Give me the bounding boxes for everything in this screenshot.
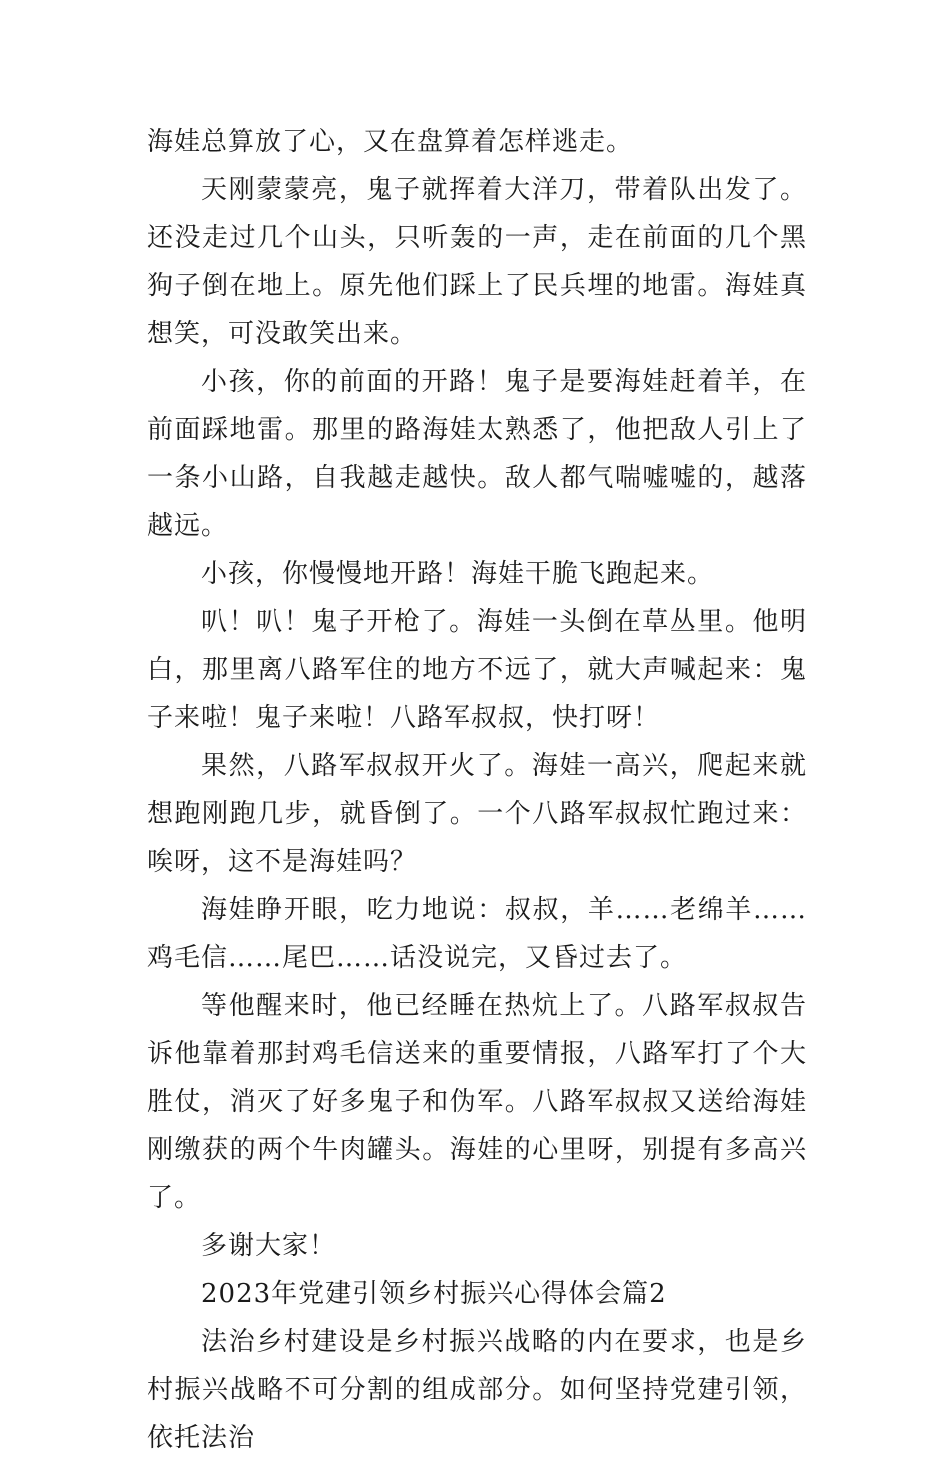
paragraph: 多谢大家！	[201, 1231, 337, 1261]
paragraph: 法治乡村建设是乡村振兴战略的内在要求，也是乡村振兴战略不可分割的组成部分。如何坚持党建引领，依托法治	[147, 1327, 807, 1453]
paragraph-continuation: 海娃总算放了心，又在盘算着怎样逃走。	[147, 127, 634, 157]
paragraph: 小孩，你慢慢地开路！海娃干脆飞跑起来。	[201, 559, 715, 589]
paragraph: 叭！叭！鬼子开枪了。海娃一头倒在草丛里。他明白，那里离八路军住的地方不远了，就大声喊起来：鬼子来啦！鬼子来啦！八路军叔叔，快打呀！	[147, 607, 807, 733]
paragraph: 海娃睁开眼，吃力地说：叔叔，羊……老绵羊……鸡毛信……尾巴……话没说完，又昏过去了。	[147, 895, 807, 973]
document-body	[147, 118, 807, 1462]
paragraph: 天刚蒙蒙亮，鬼子就挥着大洋刀，带着队出发了。还没走过几个山头，只听轰的一声，走在前面的几个黑狗子倒在地上。原先他们踩上了民兵埋的地雷。海娃真想笑，可没敢笑出来。	[147, 175, 807, 349]
paragraph: 小孩，你的前面的开路！鬼子是要海娃赶着羊，在前面踩地雷。那里的路海娃太熟悉了，他把敌人引上了一条小山路，自我越走越快。敌人都气喘嘘嘘的，越落越远。	[147, 367, 807, 541]
paragraph: 果然，八路军叔叔开火了。海娃一高兴，爬起来就想跑刚跑几步，就昏倒了。一个八路军叔叔忙跑过来：唉呀，这不是海娃吗？	[147, 751, 807, 877]
section-heading: 2023年党建引领乡村振兴心得体会篇2	[201, 1279, 667, 1309]
paragraph: 等他醒来时，他已经睡在热炕上了。八路军叔叔告诉他靠着那封鸡毛信送来的重要情报，八路军打了个大胜仗，消灭了好多鬼子和伪军。八路军叔叔又送给海娃刚缴获的两个牛肉罐头。海娃的心里呀，别提有多高兴了。	[147, 991, 807, 1213]
